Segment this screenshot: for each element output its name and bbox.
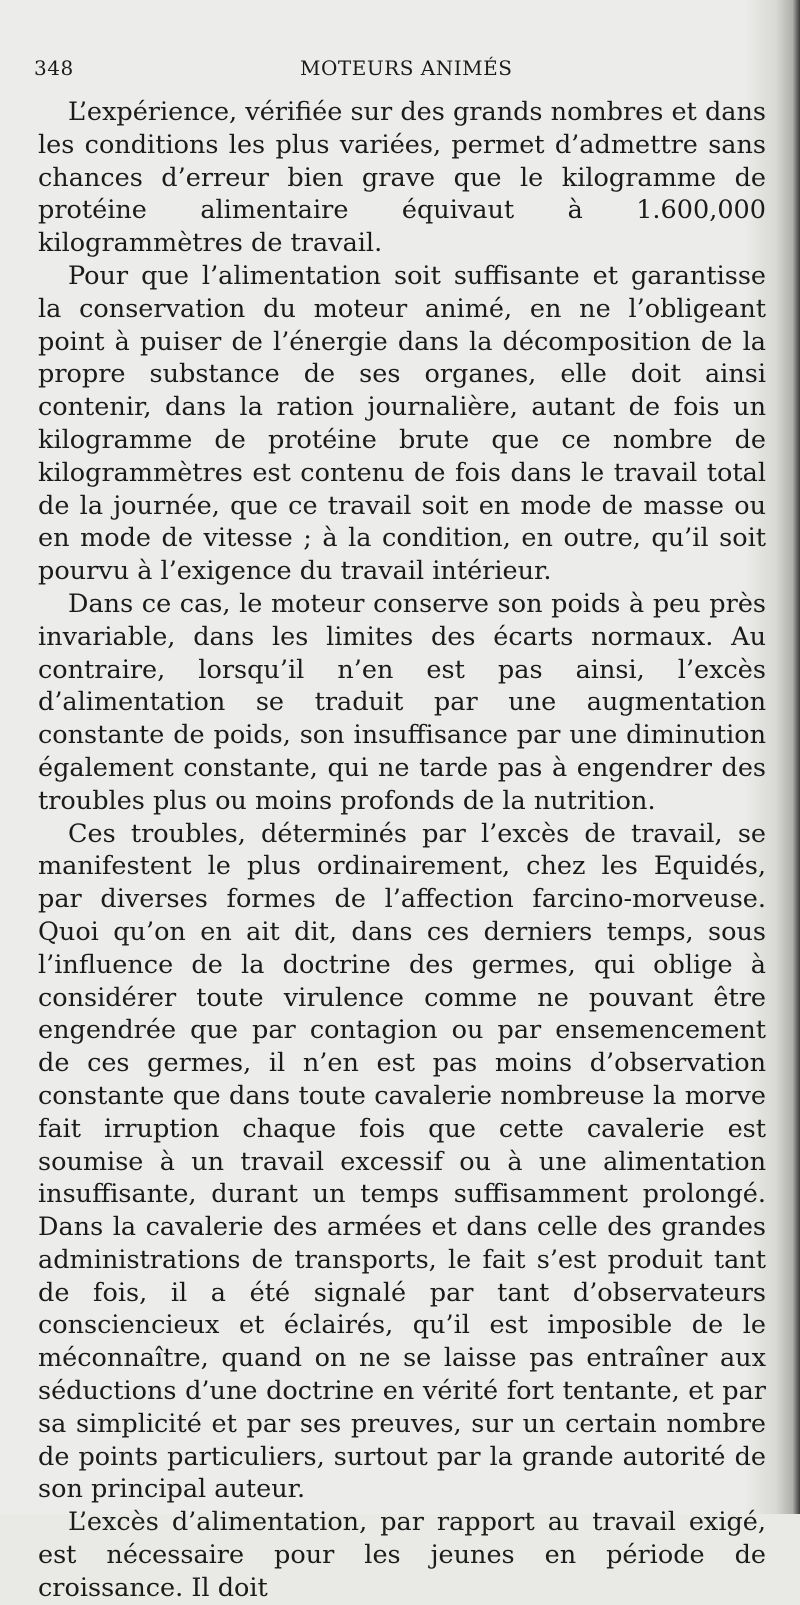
paragraph: Pour que l’alimentation soit suffisante et garantisse la conservation du moteur animé, en ne l’obligeant point à puiser de l’énergie dans la décomposition de la propre substance de ses organes, elle doit ainsi contenir, dans la ration journalière, autant de fois un kilogramme de protéine brute que ce nombre de kilogrammètres est contenu de fois dans le travail total de la journée, que ce travail soit en mode de masse ou en mode de vitesse ; à la condition, en outre, qu’il soit pourvu à l’exigence du travail intérieur. [38, 260, 766, 587]
paragraph: Ces troubles, déterminés par l’excès de travail, se manifestent le plus ordinairement, chez les Equidés, par diverses formes de l’affection farcino-morveuse. Quoi qu’on en ait dit, dans ces derniers temps, sous l’influence de la doctrine des germes, qui oblige à considérer toute virulence comme ne pouvant être engendrée que par contagion ou par ensemencement de ces germes, il n’en est pas moins d’observation constante que dans toute cavalerie nombreuse la morve fait irruption chaque fois que cette cavalerie est soumise à un travail excessif ou à une alimentation insuffisante, durant un temps suffisamment prolongé. Dans la cavalerie des armées et dans celle des grandes administrations de transports, le fait s’est produit tant de fois, il a été signalé par tant d’observateurs consciencieux et éclairés, qu’il est imposible de le méconnaître, quand on ne se laisse pas entraîner aux séductions d’une doctrine en vérité fort tentante, et par sa simplicité et par ses preuves, sur un certain nombre de points particuliers, surtout par la grande autorité de son principal auteur. [38, 818, 766, 1505]
page-header [34, 56, 764, 86]
page-body [38, 96, 766, 1605]
page-number: 348 [34, 56, 74, 80]
paragraph: L’expérience, vérifiée sur des grands nombres et dans les conditions les plus variées, permet d’admettre sans chances d’erreur bien grave que le kilogramme de protéine alimentaire équivaut à 1.600,000 kilogrammètres de travail. [38, 97, 766, 259]
paragraph: L’excès d’alimentation, par rapport au travail exigé, est nécessaire pour les jeunes en période de croissance. Il doit [38, 1507, 766, 1603]
page-edge-shadow [792, 0, 800, 1514]
running-title: MOTEURS ANIMÉS [300, 56, 513, 80]
paragraph: Dans ce cas, le moteur conserve son poids à peu près invariable, dans les limites des écarts normaux. Au contraire, lorsqu’il n’en est pas ainsi, l’excès d’alimentation se traduit par une augmentation constante de poids, son insuffisance par une diminution également constante, qui ne tarde pas à engendrer des troubles plus ou moins profonds de la nutrition. [38, 588, 766, 816]
